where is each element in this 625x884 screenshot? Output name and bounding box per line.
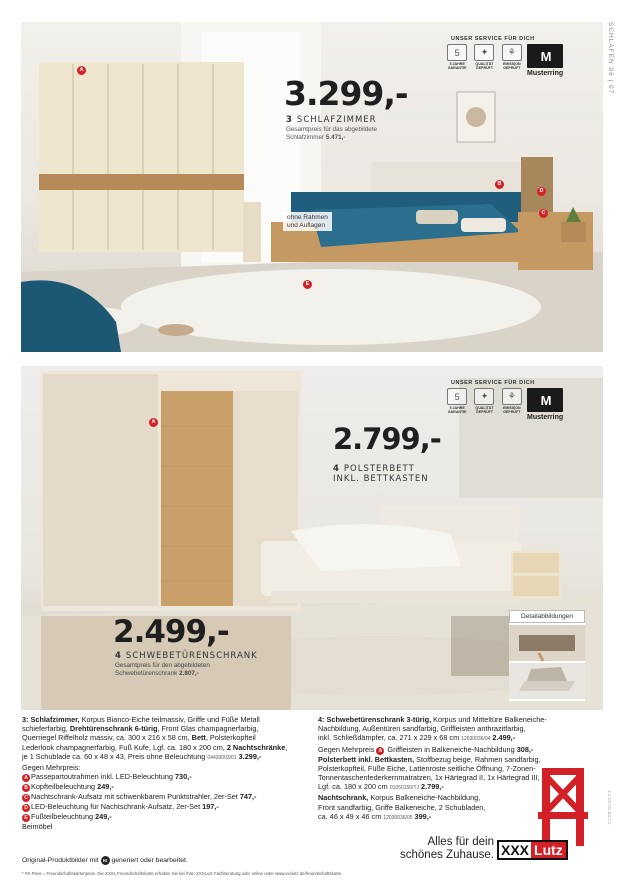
section-label: SCHLAFEN 06 | 07 [607, 22, 614, 95]
musterring-icon: M [527, 44, 563, 68]
option-e: E Fußteilbeleuchtung 249,- [22, 812, 312, 822]
quality-icon: ✦ [474, 44, 494, 61]
musterring-logo-2: M Musterring [527, 388, 563, 421]
quality-badge-2: ✦ QUALITÄT GEPRÜFT [472, 388, 496, 421]
ki-icon: KI [101, 856, 110, 865]
option-c: C Nachtschrank-Aufsatz mit schwenkbarem Punktstrahler, 2er-Set 747,- [22, 792, 312, 802]
offer-title-schrank: 4 SCHWEBETÜRENSCHRANK [115, 651, 258, 661]
offer-title-schlafzimmer: 3 SCHLAFZIMMER [286, 115, 377, 125]
musterring-icon-2: M [527, 388, 563, 412]
price-schlafzimmer: 3.299,- [284, 74, 408, 113]
option-b: B Kopfteilbeleuchtung 249,- [22, 782, 312, 792]
marker-d: D [537, 187, 546, 196]
xxxlutz-logo: XXX Lutz [497, 840, 568, 860]
description-column-1: 3: Schlafzimmer, Korpus Bianco-Eiche teilmassiv, Griffe und Füße Metall schieferfarbig, Drehtürenschrank 6-türig, Front Glas champagnerfarbig, Querriegel Riffelholz massiv, ca. 300 x 216 x 58 cm, Bett, Polsterkopfteil Lederlook champagnerfarbig, Fuß Kufe, Lgf. ca. 180 x 200 cm, 2 Nachtschränke, je 1 Schublade ca. 60 x 48 x 43, Preis ohne Beleuchtung 04420003/01 3.299,- Gegen Mehrpreis: A Passepartoutrahmen inkl. LED-Beleuchtung 730,- B Kopfteilbeleuchtung 249,- C Nachtschrank-Aufsatz mit schwenkbarem Punktstrahler, 2er-Set 747,- D LED-Beleuchtung für Nachtschrank-Aufsatz, 2er-Set 197,- E Fußteilbeleuchtung 249,- Beimöbel [22, 715, 312, 831]
service-panel-1: UNSER SERVICE FÜR DICH 5 5 JAHRE GARANTIE ✦ QUALITÄT GEPRÜFT ⚘ EMISSION GEPRÜFT M Musterring [445, 36, 563, 77]
marker-b: B [495, 180, 504, 189]
chair-logo [522, 762, 606, 846]
marker-a-2: A [149, 418, 158, 427]
bed-note: ohne Rahmen und Auflagen [283, 212, 332, 231]
emission-icon: ⚘ [502, 44, 522, 61]
detail-thumbnails [509, 623, 585, 701]
musterring-logo: M Musterring [527, 44, 563, 77]
service-panel-2: UNSER SERVICE FÜR DICH 5 5 JAHRE GARANTIE ✦ QUALITÄT GEPRÜFT ⚘ EMISSION GEPRÜFT M Musterring [445, 380, 563, 421]
slogan: Alles für dein schönes Zuhause. [400, 836, 494, 861]
offer-desc-schlafzimmer: Gesamtpreis für das abgebildete Schlafzimmer 5.471,- [286, 126, 378, 141]
guarantee-icon: 5 [447, 44, 467, 61]
emission-icon-2: ⚘ [502, 388, 522, 405]
quality-icon-2: ✦ [474, 388, 494, 405]
price-polsterbett: 2.799,- [333, 422, 441, 456]
ai-note: Original-Produktbilder mit KI generiert oder bearbeitet. [22, 857, 188, 864]
guarantee-badge: 5 5 JAHRE GARANTIE [445, 44, 469, 77]
option-a: A Passepartoutrahmen inkl. LED-Beleuchtung 730,- [22, 772, 312, 782]
emission-badge: ⚘ EMISSION GEPRÜFT [500, 44, 524, 77]
side-code: 1.1.CC.01.B3.2.2 [607, 790, 612, 825]
price-schrank: 2.499,- [113, 614, 229, 650]
quality-badge: ✦ QUALITÄT GEPRÜFT [472, 44, 496, 77]
guarantee-badge-2: 5 5 JAHRE GARANTIE [445, 388, 469, 421]
bedroom-photo-1 [21, 22, 603, 352]
detail-images [509, 610, 585, 701]
marker-a: A [77, 66, 86, 75]
offer-desc-schrank: Gesamtpreis für den abgebildeten Schwebetürenschrank 2.807,- [115, 662, 210, 677]
fineprint: * FK-Preis = Freundschaftskartenpreis. Die XXXL Freundschaftskarte erhalten Sie bei Ihrer XXXLutz Fachberatung oder online unter www.xxxlutz.de/freundschaftskarte. [22, 871, 343, 876]
detail-label: Detailabbildungen [509, 610, 585, 623]
marker-e: E [303, 280, 312, 289]
emission-badge-2: ⚘ EMISSION GEPRÜFT [500, 388, 524, 421]
marker-c: C [539, 209, 548, 218]
description-column-2: 4: Schwebetürenschrank 3-türig, Korpus und Mitteltüre Balkeneiche- Nachbildung, Außentüren sandfarbig, Griffleisten anthrazitfarbig, inkl. Schließdämpfer, ca. 271 x 229 x 68 cm 12030036/04 2.499,- Gegen Mehrpreis A Griffleisten in Balkeneiche-Nachbildung 308,- Polsterbett inkl. Bettkasten, Stoffbezug beige, Rahmen sandfarbig, Polsterkopfteil, Füße Eiche, Lattenroste seitliche Öffnung, 7-Zonen- Tonnentaschenfederkernmatratzen, 1x Härtegrad II, 1x Härtegrad III, Lgf. ca. 180 x 200 cm 01050150/TJ 2.799,- Nachtschrank, Korpus Balkeneiche-Nachbildung, Front sandfarbig, Griffe Balkeneiche, 2 Schubladen, ca. 46 x 49 x 46 cm 12030036/05 399,- [318, 715, 547, 821]
option-d: D LED-Beleuchtung für Nachtschrank-Aufsatz, 2er-Set 197,- [22, 802, 312, 812]
offer-title-polsterbett: 4 POLSTERBETT INKL. BETTKASTEN [333, 464, 429, 484]
guarantee-icon-2: 5 [447, 388, 467, 405]
